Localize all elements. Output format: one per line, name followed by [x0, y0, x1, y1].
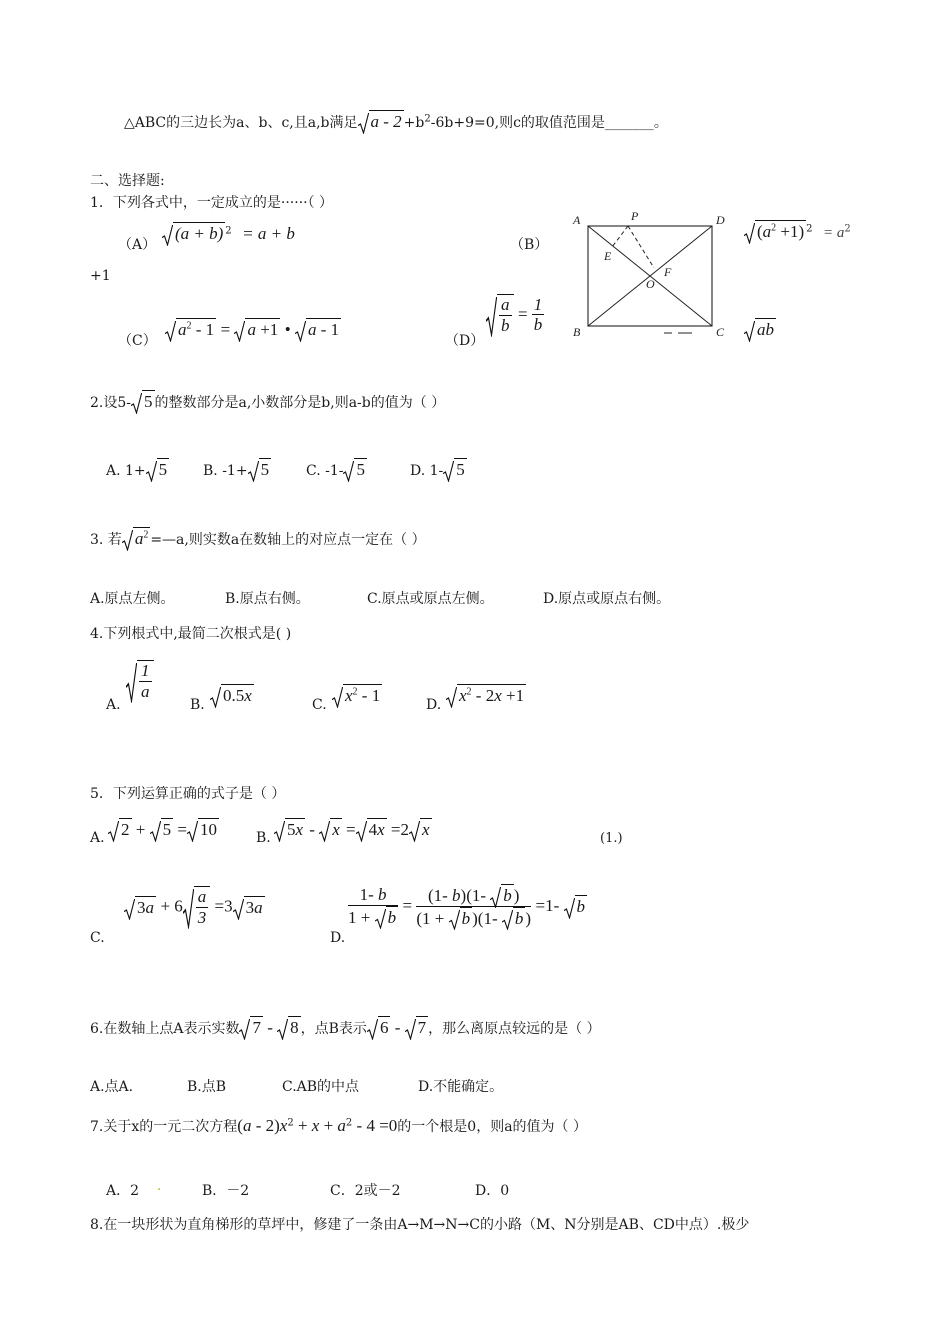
q1-b-rhs: = a [823, 225, 845, 241]
q1-option-c-math: $a^2 - 1 = a +1$ • a - 1 [165, 318, 341, 340]
figure-label-e: E [604, 249, 612, 263]
figure-label-c: C [716, 325, 725, 339]
q4-option-a-label[interactable]: A. [106, 697, 121, 713]
q4-option-b-math: 0.5x [210, 684, 254, 706]
q1-option-c-label: （C） [118, 333, 157, 349]
q1-option-a-math: (a + b) $^2$ = a + b [162, 222, 295, 244]
q5-option-b-math: 5x - x = 4x =2 x [274, 818, 432, 840]
q7-option-a[interactable]: A．2 [106, 1183, 140, 1199]
q7-stem-post: 的一个根是0，则a的值为（ ） [397, 1119, 588, 1135]
q4-option-a-math: $\frac{1}{a}$ [126, 660, 154, 701]
intro-line [124, 110, 668, 132]
q2-stem: 2.设5- 5 的整数部分是a,小数部分是b,则a-b的值为（ ） [90, 392, 446, 411]
q3-option-a[interactable]: A.原点左侧。 [90, 591, 175, 607]
figure-label-b: B [573, 325, 581, 339]
q6-stem-post: ，那么离原点较远的是（ ） [428, 1021, 601, 1037]
q1-option-b-label: （B） [510, 237, 549, 253]
q8-stem: 8.在一块形状为直角梯形的草坪中，修建了一条由A→M→N→C的小路（M、N分别是AB、CD中点）.极少 [90, 1217, 750, 1233]
q2-stem-post: 的整数部分是a,小数部分是b,则a-b的值为（ ） [154, 395, 446, 411]
intro-radical: a - 2 [358, 110, 404, 132]
q5-option-a-math: 2 + 5 = 10 [108, 818, 219, 840]
figure-label-d: D [716, 213, 725, 227]
q3-option-c[interactable]: C.原点或原点左侧。 [367, 591, 494, 607]
q1-option-d-label: （D） [445, 333, 485, 349]
q5-option-c-math: 3a + 6 $\frac{a}{3}$ =3 3a [124, 886, 265, 927]
q5-option-a-label[interactable]: A. [90, 830, 105, 846]
figure-label-p: P [631, 209, 639, 223]
stray-dot-mark: . [157, 1178, 162, 1194]
q6-stem-pre: 6.在数轴上点A表示实数 [90, 1021, 240, 1037]
q4-option-d-label[interactable]: D. [426, 697, 442, 713]
q1-b-rhs-sup: 2 [844, 223, 851, 235]
q7-stem: 7.关于x的一元二次方程$(a - 2)x^2 + x + a^2 - 4 =0$的一个根是0，则a的值为（ ） [90, 1116, 588, 1135]
q7-stem-pre: 7.关于x的一元二次方程 [90, 1119, 238, 1135]
answer-blank: _______ [604, 115, 654, 131]
figure-label-o: O [646, 277, 655, 291]
intro-end: 。 [653, 115, 668, 131]
q2-option-a[interactable]: A. 1+ 5 [106, 460, 168, 479]
q2-option-c[interactable]: C. -1- 5 [306, 460, 365, 479]
q3-stem-post: =—a,则实数a在数轴上的对应点一定在（ ） [150, 532, 426, 548]
figure-label-f: F [664, 265, 672, 279]
intro-sup: 2 [424, 113, 431, 125]
q1-d-rhs-math: ab [744, 318, 776, 340]
intro-text-3: -6b+9=0,则c的取值范围是 [430, 115, 605, 131]
q6-option-d[interactable]: D.不能确定。 [418, 1079, 504, 1095]
q1-stem: 1．下列各式中，一定成立的是······（ ） [90, 195, 334, 211]
q6-option-a[interactable]: A.点A. [90, 1079, 134, 1095]
q1-a-rhs: = a + b [242, 224, 295, 243]
rectangle-figure [568, 208, 734, 340]
q3-option-d[interactable]: D.原点或原点右侧。 [543, 591, 671, 607]
q4-stem: 4.下列根式中,最简二次根式是( ) [90, 626, 292, 642]
q7-option-b[interactable]: B．－2 [202, 1183, 250, 1199]
q6-option-c[interactable]: C.AB的中点 [282, 1079, 360, 1095]
q4-option-b-label[interactable]: B. [190, 697, 205, 713]
q2-option-b[interactable]: B. -1+ 5 [203, 460, 270, 479]
q7-option-c[interactable]: C．2或－2 [330, 1183, 401, 1199]
q5-option-b-label[interactable]: B. [256, 830, 271, 846]
q6-option-b[interactable]: B.点B [187, 1079, 227, 1095]
q5-option-d-math: $\frac{1- b}{1 + b}$ = $\frac{(1- b)(1- b )}{(1 + b )(1- b )}$ =1- b [348, 885, 585, 928]
q6-stem-mid: ，点B表示 [300, 1021, 367, 1037]
section-title: 二、选择题: [90, 173, 165, 189]
q5-option-d-label[interactable]: D. [330, 930, 346, 946]
q1-option-d-math: $\frac{a}{b}$ = $\frac{1}{b}$ [486, 294, 544, 335]
q7-option-d[interactable]: D．0 [475, 1183, 510, 1199]
q3-option-b[interactable]: B.原点右侧。 [225, 591, 310, 607]
q1-option-a-label: （A） [118, 237, 157, 253]
q4-option-c-math: $x^2 - 1$ [332, 684, 382, 706]
intro-text: △ABC的三边长为a、b、c,且a,b满足 [124, 115, 358, 131]
q3-stem-pre: 3. 若 [90, 532, 122, 548]
q3-stem: 3. 若 $a^2$ =—a,则实数a在数轴上的对应点一定在（ ） [90, 529, 426, 548]
q4-option-c-label[interactable]: C. [312, 697, 327, 713]
q2-stem-pre: 2.设5- [90, 395, 131, 411]
q1-b-continuation: +1 [90, 268, 111, 284]
q5-stem: 5．下列运算正确的式子是（ ） [90, 786, 286, 802]
q5-side-note: (1.) [600, 831, 623, 846]
q2-option-d[interactable]: D. 1- 5 [410, 460, 465, 479]
q6-stem: 6.在数轴上点A表示实数 7 - 8 ，点B表示 6 - 7 ，那么离原点较远的是（ ） [90, 1018, 601, 1037]
q5-option-c-label[interactable]: C. [90, 930, 105, 946]
figure-label-a: A [573, 213, 581, 227]
q1-option-b-math: $(a^2 +1) ^2 = a^2$ [744, 220, 851, 242]
q4-option-d-math: $x^2 - 2x +1$ [446, 684, 526, 706]
intro-text-2: +b [403, 115, 425, 131]
